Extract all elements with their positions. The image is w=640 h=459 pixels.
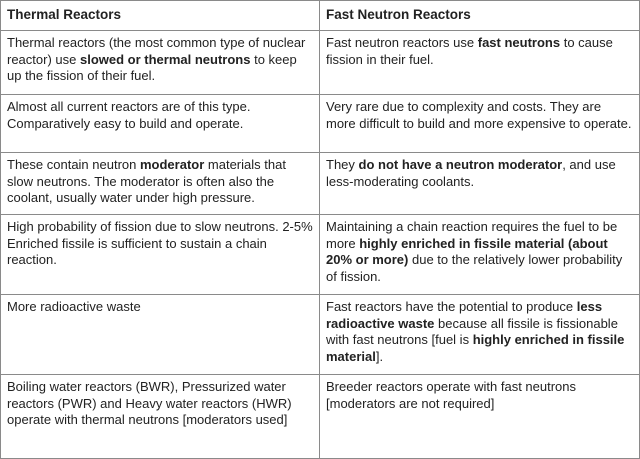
header-fast-neutron-reactors: Fast Neutron Reactors [320, 1, 640, 31]
table-row [1, 153, 640, 215]
cell-fast [320, 95, 640, 153]
emphasized-text: do not have a neutron moderator [358, 157, 563, 172]
cell-fast [320, 375, 640, 459]
cell-text: ]. [375, 348, 384, 364]
table-row [1, 31, 640, 95]
cell-text: Almost all current reactors are of this type. Comparatively easy to build and operate. [7, 99, 251, 131]
cell-text: Fast reactors have the potential to produce [326, 299, 577, 314]
cell-text: materials that slow neutrons. The moderator is often also the coolant, usually water under high pressure. [7, 157, 286, 205]
emphasized-text: slowed or thermal neutrons [79, 51, 251, 67]
cell-fast [320, 153, 640, 215]
header-thermal-reactors: Thermal Reactors [1, 1, 320, 31]
cell-text: Very rare due to complexity and costs. They are more difficult to build and more expensive to operate. [326, 99, 632, 131]
cell-text: , and use less-moderating coolants. [326, 157, 616, 189]
cell-thermal [1, 95, 320, 153]
cell-text: because all fissile is fissionable with fast neutrons [fuel is [326, 315, 618, 347]
cell-fast [320, 31, 640, 95]
emphasized-text: highly enriched in fissile material (about 20% or more) [326, 235, 608, 267]
cell-fast [320, 295, 640, 375]
table-row [1, 375, 640, 459]
cell-thermal [1, 375, 320, 459]
cell-text: Maintaining a chain reaction requires the fuel to be more [326, 219, 618, 251]
cell-text: Breeder reactors operate with fast neutrons [moderators are not required] [326, 379, 577, 411]
cell-text: Thermal reactors (the most common type of nuclear reactor) use [7, 35, 306, 67]
cell-text: High probability of fission due to slow neutrons. 2-5% Enriched fissile is sufficient to sustain a chain reaction. [7, 219, 313, 267]
table-row [1, 295, 640, 375]
cell-fast [320, 215, 640, 295]
cell-text: Boiling water reactors (BWR), Pressurized water reactors (PWR) and Heavy water reactors (HWR) operate with thermal neutrons [moderators used] [7, 379, 292, 427]
cell-thermal [1, 215, 320, 295]
cell-text: to cause fission in their fuel. [326, 35, 613, 67]
emphasized-text: highly enriched in fissile material [326, 332, 625, 364]
cell-thermal [1, 31, 320, 95]
cell-text: due to the relatively lower probability of fission. [326, 252, 623, 284]
emphasized-text: moderator [139, 157, 205, 172]
cell-text: More radioactive waste [7, 299, 141, 314]
cell-text: These contain neutron [7, 157, 140, 172]
cell-text: They [326, 157, 359, 172]
table-row [1, 95, 640, 153]
emphasized-text: less radioactive waste [326, 299, 603, 331]
cell-text: Fast neutron reactors use [326, 35, 478, 50]
emphasized-text: fast neutrons [477, 35, 561, 50]
table-row [1, 215, 640, 295]
header-row [1, 1, 640, 31]
cell-thermal [1, 295, 320, 375]
cell-thermal [1, 153, 320, 215]
cell-text: to keep up the fission of their fuel. [7, 51, 297, 83]
